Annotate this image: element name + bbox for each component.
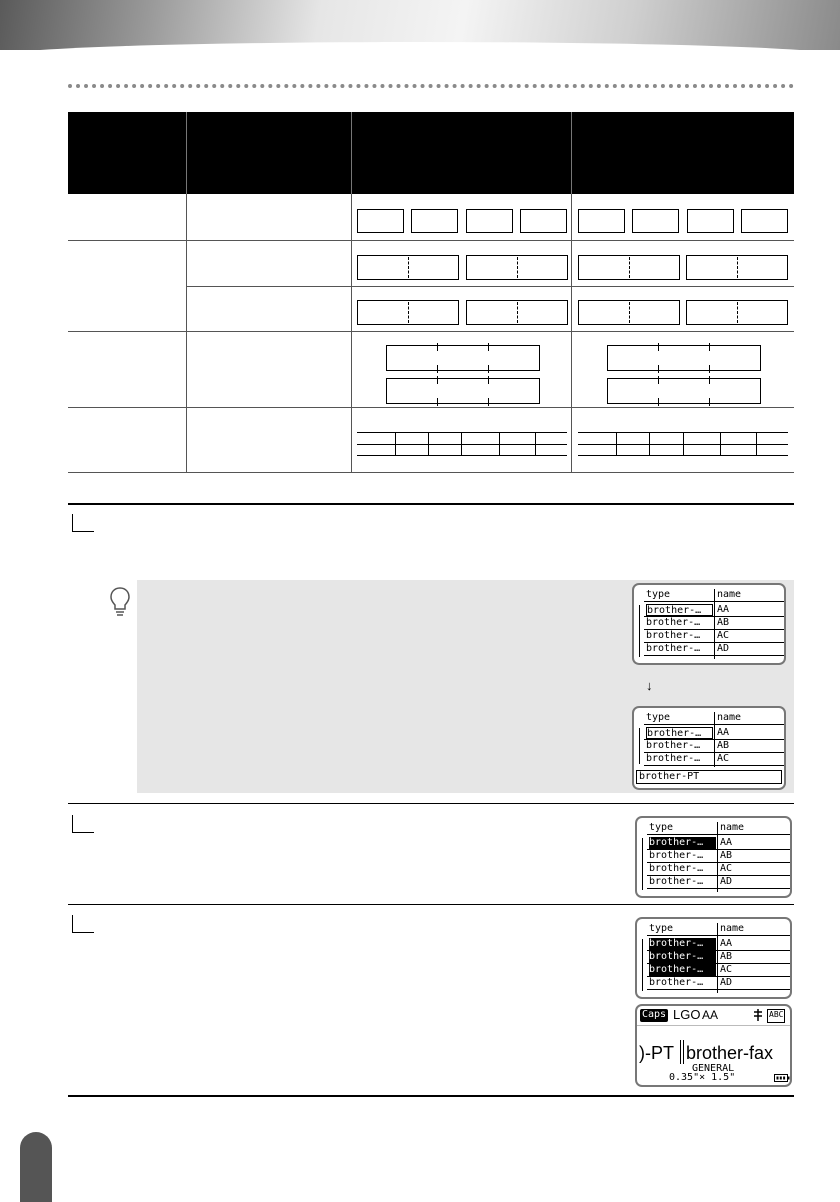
header-divider: [351, 112, 352, 194]
section-divider: [68, 1095, 794, 1097]
tape-size-indicator: 0.35"× 1.5": [669, 1073, 736, 1083]
table-header-row: [68, 112, 794, 194]
header-divider: [571, 112, 572, 194]
table-row-divider: [68, 472, 794, 473]
table-column-divider: [186, 194, 187, 472]
lightbulb-icon: [108, 586, 132, 618]
caps-indicator: Caps: [642, 1009, 667, 1020]
lcd-edit-field: brother-PT: [636, 770, 782, 784]
table-row-divider: [68, 240, 794, 241]
step-marker-3: [72, 915, 94, 933]
font-indicator: LGO: [673, 1008, 701, 1022]
table-column-divider: [351, 194, 352, 472]
header-divider: [186, 112, 187, 194]
align-icon: [753, 1009, 763, 1021]
table-column-divider: [571, 194, 572, 472]
lcd-screen-multiselect: type name brother-… AA brother-… AB brother-… AC brother-… AD: [635, 917, 792, 999]
battery-icon: [774, 1074, 790, 1082]
size-indicator: AA: [702, 1008, 719, 1022]
step-marker-1: [72, 514, 94, 532]
down-arrow-icon: ↓: [646, 678, 653, 693]
lcd-screen-list: type name brother-… AA brother-… AB brother-… AC brother-… AD: [632, 583, 786, 665]
page-number-tab: [20, 1132, 52, 1202]
format-indicator: GENERAL: [692, 1064, 735, 1074]
step-marker-2: [72, 815, 94, 833]
dotted-divider: [68, 84, 794, 88]
mode-indicator: ABC: [767, 1009, 785, 1023]
lcd-screen-select: type name brother-… AA brother-… AB brother-… AC brother-… AD: [635, 816, 792, 898]
table-row-divider: [68, 407, 794, 408]
current-label-text: brother-fax: [686, 1043, 774, 1063]
table-row-divider: [68, 331, 794, 332]
section-divider: [68, 803, 794, 804]
lcd-screen-status: [635, 1004, 792, 1087]
page-header-banner: [0, 0, 840, 50]
table-row-divider: [186, 286, 794, 287]
section-divider: [68, 904, 794, 905]
lcd-screen-edit: type name brother-… AA brother-… AB brother-… AC brother-PT: [632, 706, 786, 790]
section-divider: [68, 503, 794, 505]
prev-label-text: )-PT: [639, 1043, 674, 1063]
